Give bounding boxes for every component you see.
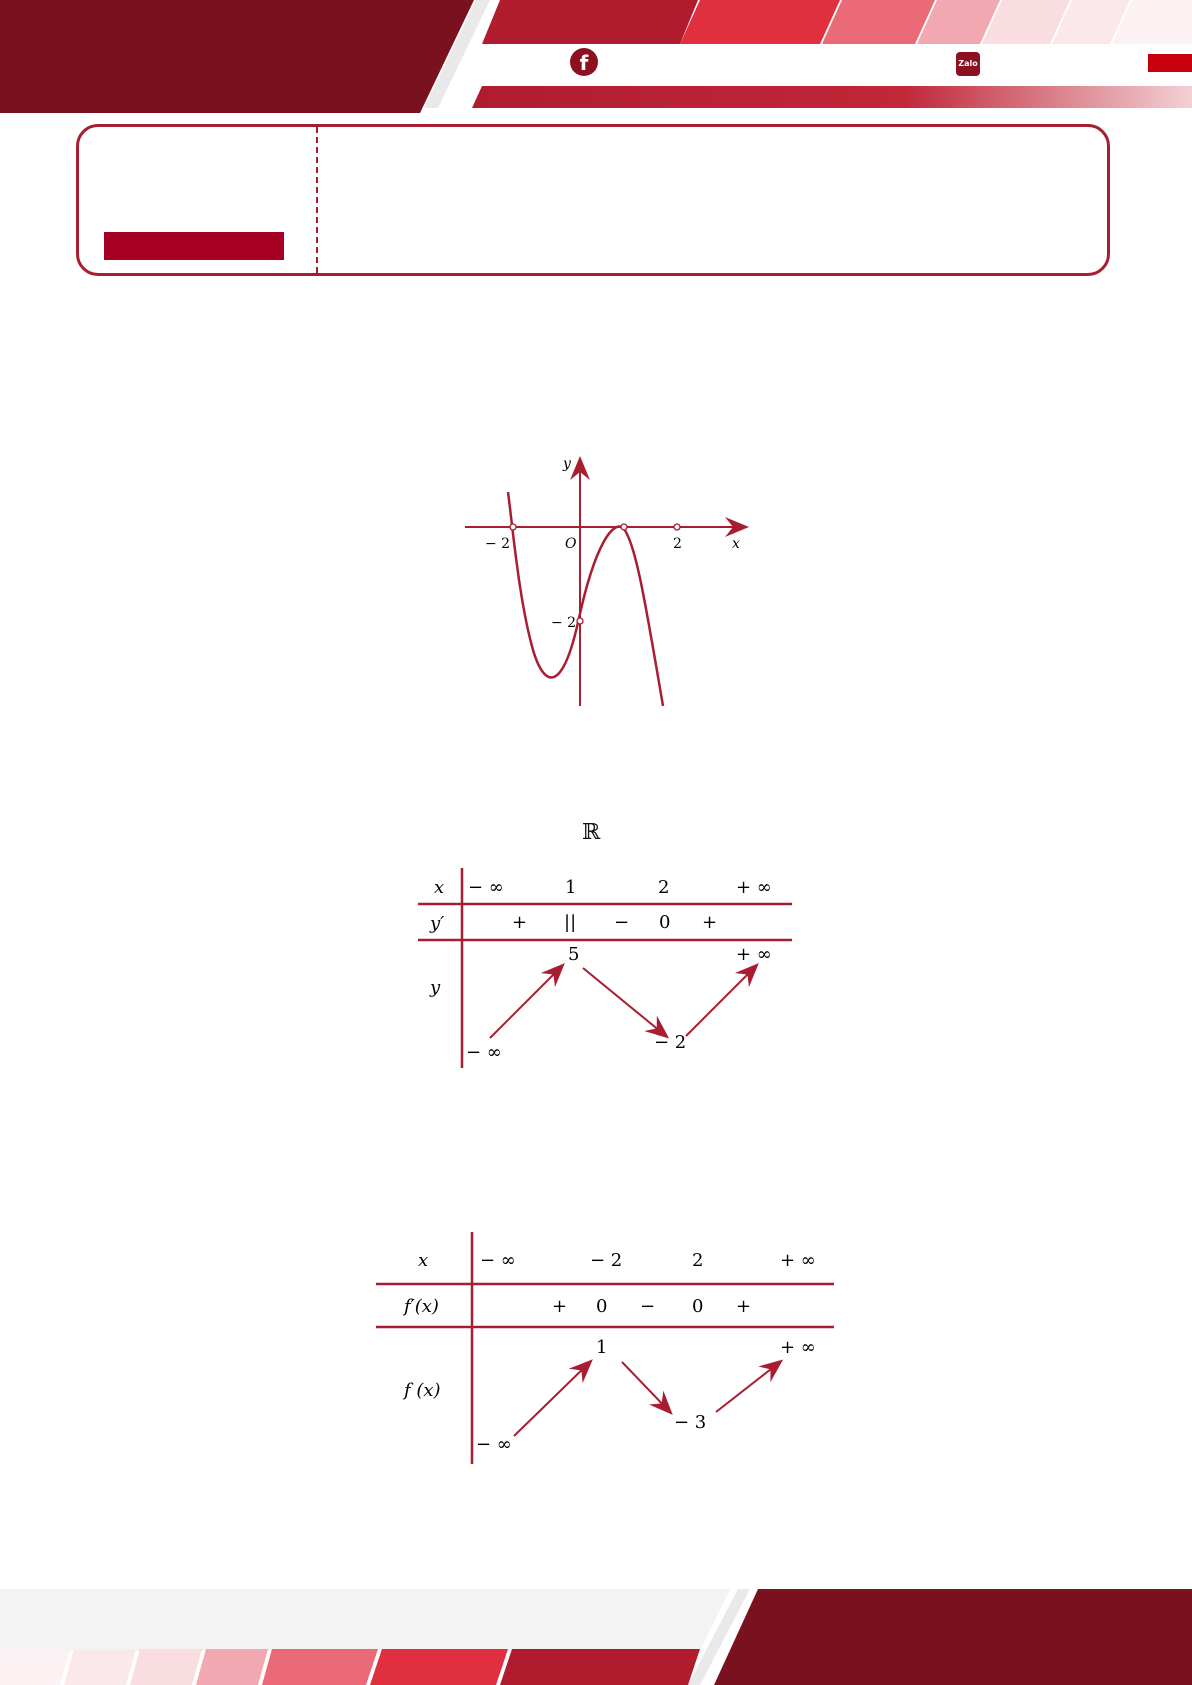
t2-sign-1: 0	[596, 1296, 608, 1317]
t1-x-1: 1	[565, 877, 577, 898]
t1-sign-3: 0	[659, 912, 671, 933]
t2-sign-4: +	[736, 1296, 752, 1317]
t1-y-bottom-2: − 2	[654, 1032, 687, 1053]
x-axis-label: x	[732, 536, 740, 552]
function-graph	[455, 450, 755, 712]
t1-sign-1: ||	[564, 912, 577, 933]
t2-arrow-up-2	[716, 1362, 780, 1412]
t1-y-top-1: 5	[568, 944, 580, 965]
t2-row-f: f (x)	[404, 1380, 441, 1401]
lesson-info-box	[76, 124, 1110, 276]
t2-x-1: − 2	[590, 1250, 623, 1271]
t2-f-bottom-2: − 3	[674, 1412, 707, 1433]
t1-x-3: + ∞	[736, 877, 772, 898]
t1-row-x: x	[434, 877, 445, 898]
t2-row-x: x	[418, 1250, 429, 1271]
y-tick-neg2: − 2	[551, 615, 577, 631]
x-tick-neg2: − 2	[485, 536, 511, 552]
t1-y-bottom-start: − ∞	[466, 1042, 502, 1063]
t2-f-bottom-start: − ∞	[476, 1434, 512, 1455]
t2-sign-0: +	[552, 1296, 568, 1317]
info-box-divider	[316, 127, 318, 273]
info-box-tag-bar	[104, 232, 284, 260]
t1-arrow-up-2	[686, 966, 756, 1036]
t1-row-yprime: y′	[430, 913, 445, 934]
header-red-tab	[1148, 54, 1192, 72]
t2-x-2: 2	[692, 1250, 704, 1271]
t2-f-top-neg2: 1	[596, 1337, 608, 1358]
t1-x-0: − ∞	[468, 877, 504, 898]
t1-sign-2: −	[614, 912, 630, 933]
zalo-icon[interactable]: Zalo	[956, 52, 980, 76]
t1-x-2: 2	[658, 877, 670, 898]
real-numbers-symbol: ℝ	[582, 820, 601, 845]
facebook-icon[interactable]: f	[570, 48, 598, 76]
variation-table-1	[410, 860, 800, 1075]
t1-y-top-end: + ∞	[736, 944, 772, 965]
footer-banner	[0, 1585, 1192, 1685]
y-axis-label: y	[563, 456, 571, 472]
variation-table-2	[372, 1228, 842, 1468]
t1-arrow-up-1	[490, 966, 562, 1038]
t1-row-y: y	[430, 977, 441, 998]
t2-sign-2: −	[640, 1296, 656, 1317]
t1-sign-4: +	[702, 912, 718, 933]
t2-x-0: − ∞	[480, 1250, 516, 1271]
t2-x-3: + ∞	[780, 1250, 816, 1271]
t1-sign-0: +	[512, 912, 528, 933]
t2-f-top-end: + ∞	[780, 1337, 816, 1358]
t2-arrow-down	[622, 1362, 670, 1412]
t2-arrow-up-1	[514, 1362, 590, 1436]
t1-arrow-down	[583, 968, 666, 1036]
x-tick-2: 2	[673, 536, 682, 552]
origin-label: O	[565, 536, 577, 552]
t2-row-fprime: f′(x)	[404, 1296, 439, 1317]
t2-sign-3: 0	[692, 1296, 704, 1317]
curve	[508, 492, 663, 706]
